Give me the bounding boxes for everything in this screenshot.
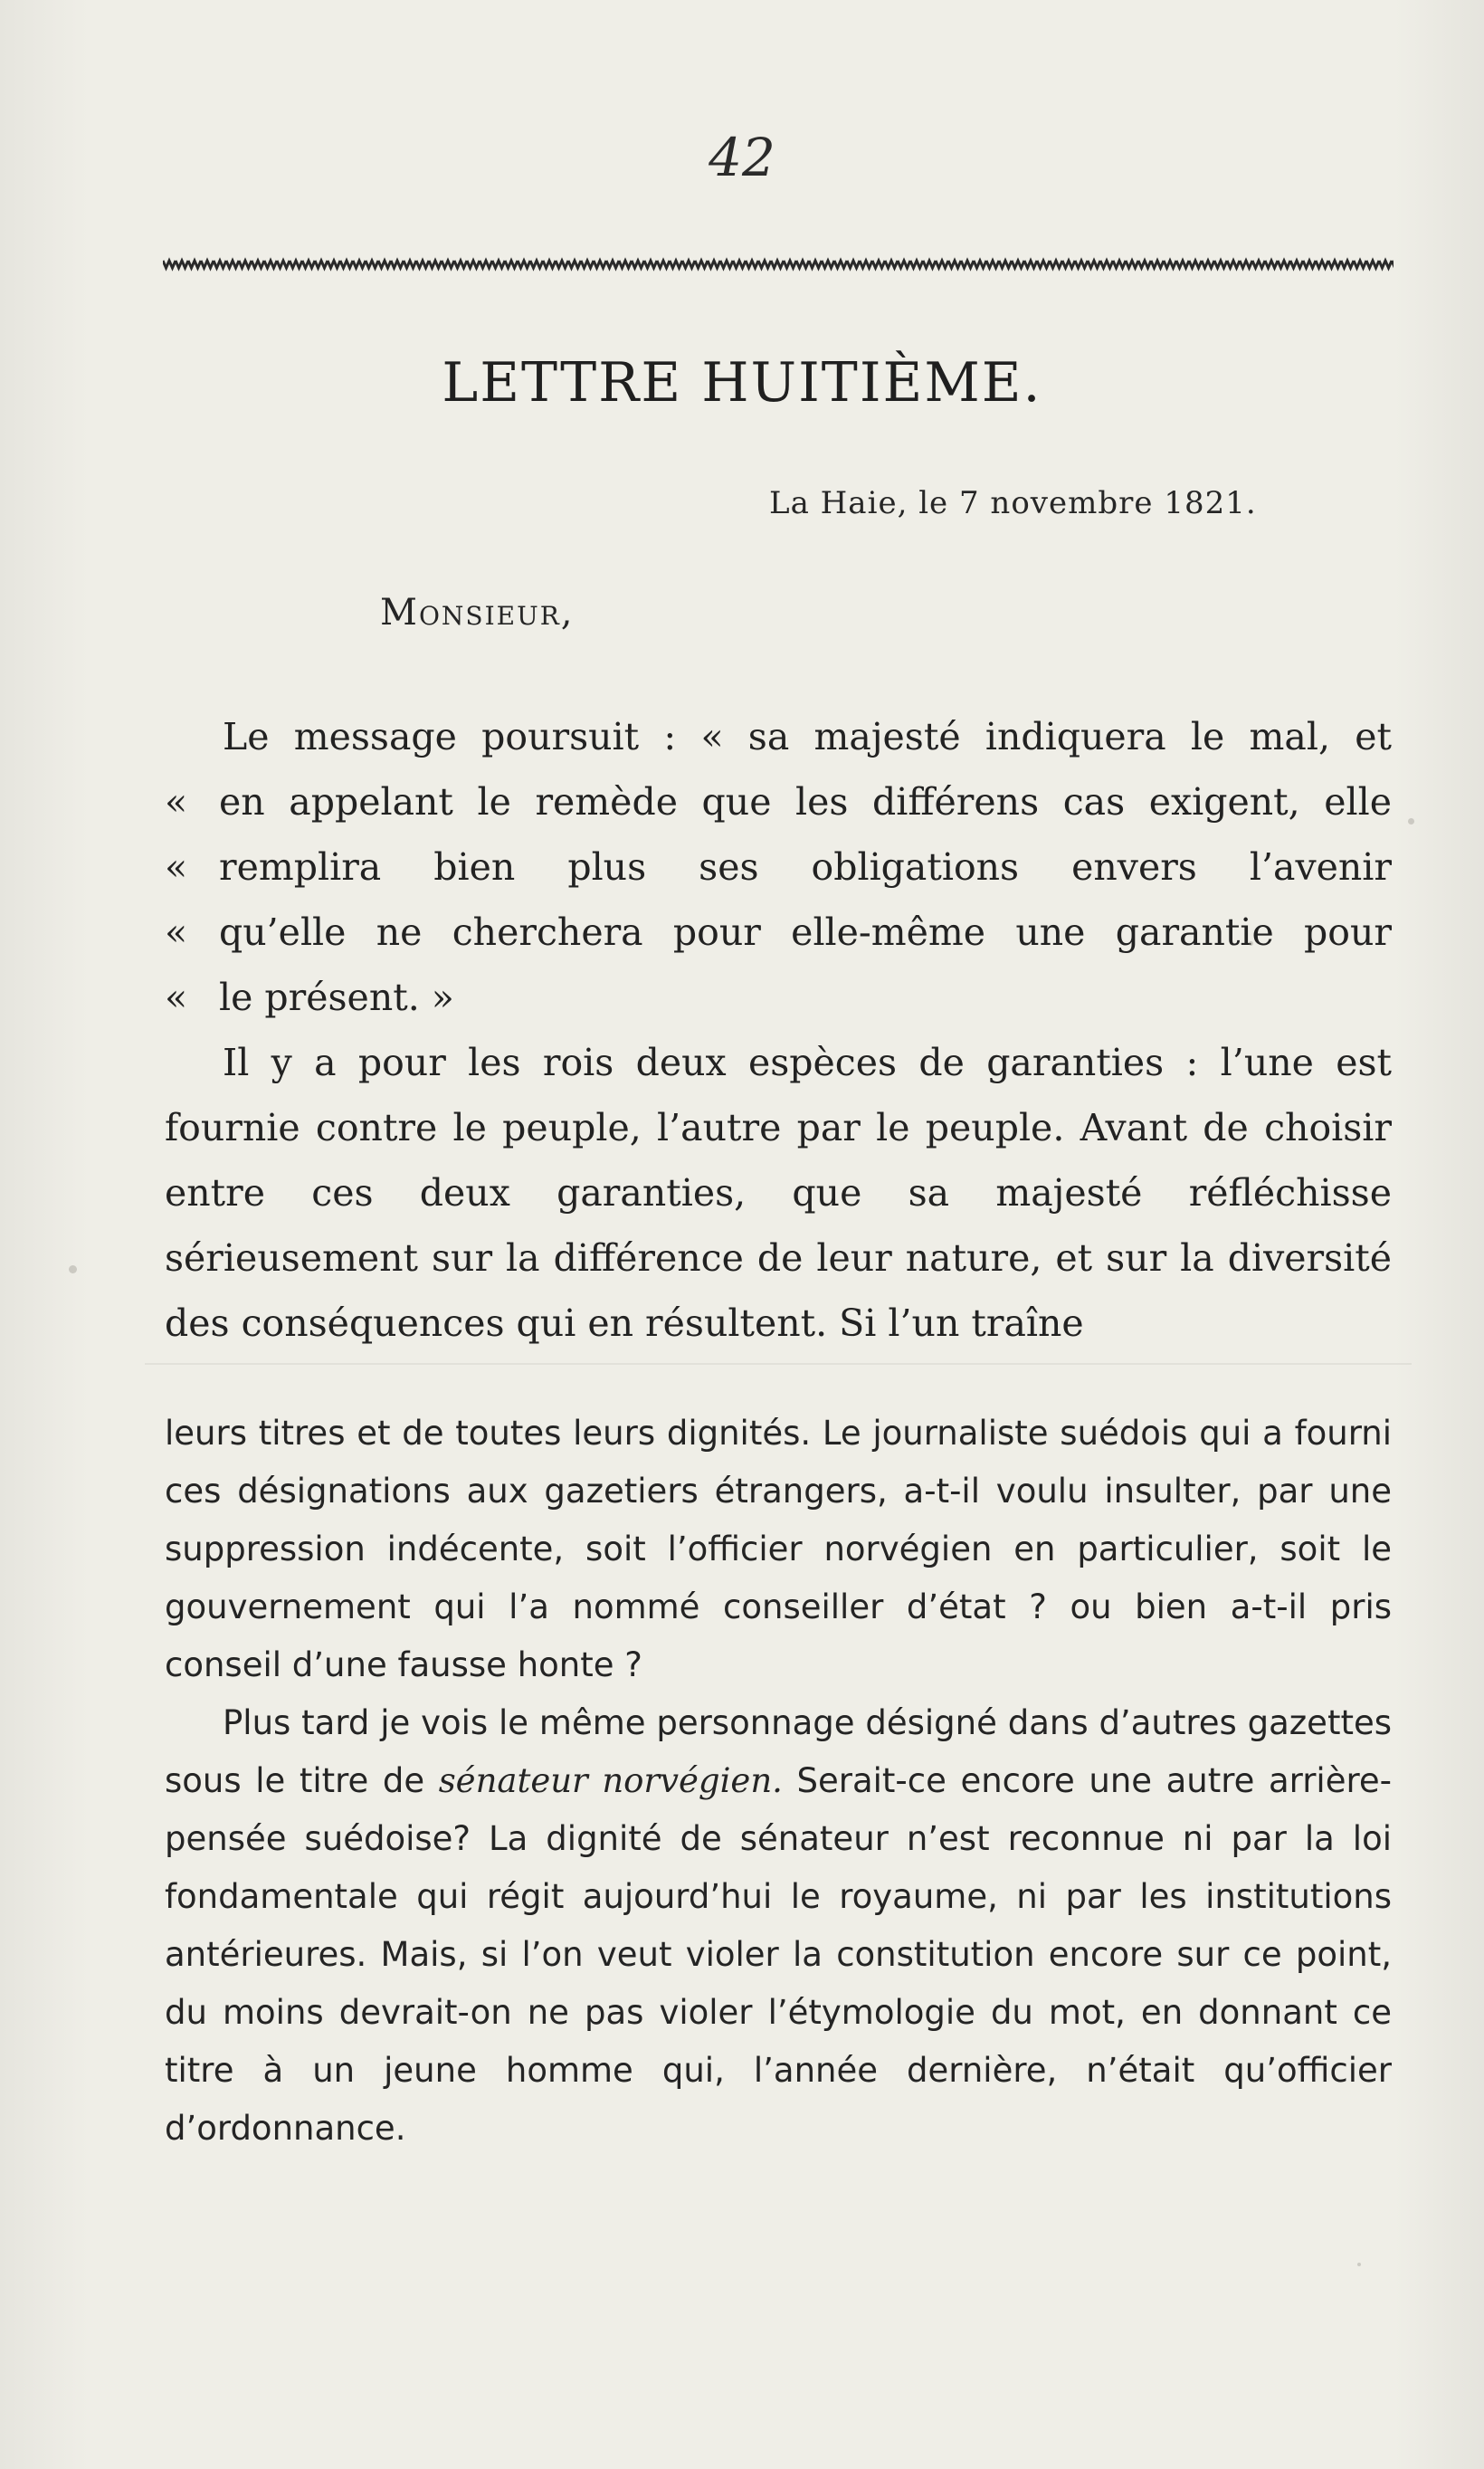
quote-line-text: qu’elle ne cherchera pour elle-même une garantie pour <box>219 910 1392 954</box>
paragraph-senateur-start: Plus tard je vois le même personnage désigné dans d’autres gazettes sous le titre de <box>165 1703 1392 1800</box>
paste-seam <box>145 1363 1412 1365</box>
quote-line <box>165 834 1392 900</box>
quote-paragraph <box>165 704 1392 1030</box>
paper-speck <box>1249 941 1253 946</box>
paper-speck <box>1408 818 1414 825</box>
quote-line-text: remplira bien plus ses obligations envers l’avenir <box>219 845 1392 889</box>
salutation: Monsieur, <box>380 592 575 634</box>
quote-line-text: en appelant le remède que les différens cas exigent, elle <box>219 780 1392 824</box>
paper-speck <box>69 1265 77 1273</box>
paragraph-titres: leurs titres et de toutes leurs dignités. Le journaliste suédois qui a fourni ces désignations aux gazetiers étrangers, a-t-il voulu insulter, par une suppression indécente, soit l’officier norvégien en particulier, soit le gouvernement qui l’a nommé conseiller d’état ? ou bien a-t-il pris conseil d’une fausse honte ? <box>165 1414 1392 1684</box>
guillemet-mark: « <box>165 780 188 824</box>
section-title: LETTRE HUITIÈME. <box>442 351 1042 415</box>
paragraph-garanties: Il y a pour les rois deux espèces de garanties : l’une est fournie contre le peuple, l’autre par le peuple. Avant de choisir entre ces deux garanties, que sa majesté réfléchisse sérieusement sur la différence de leur nature, et sur la diversité des conséquences qui en résultent. Si l’un traîne <box>165 1041 1392 1345</box>
upper-text-block <box>165 704 1392 1356</box>
quote-line <box>165 965 1392 1030</box>
quote-line <box>165 900 1392 965</box>
ornamental-rule <box>163 255 1394 273</box>
dateline: La Haie, le 7 novembre 1821. <box>769 485 1257 521</box>
guillemet-mark: « <box>165 845 188 889</box>
quote-line: Le message poursuit : « sa majesté indiquera le mal, et <box>223 715 1392 758</box>
quote-line-text: le présent. » <box>219 976 454 1019</box>
lower-text-block <box>165 1405 1392 2158</box>
guillemet-mark: « <box>165 910 188 954</box>
page-number: 42 <box>709 127 775 188</box>
guillemet-mark: « <box>165 976 188 1019</box>
paragraph-senateur-end: Serait-ce encore une autre arrière-pensée suédoise? La dignité de sénateur n’est reconnue ni par la loi fondamentale qui régit aujourd’hui le royaume, ni par les institutions antérieures. Mais, si l’on veut violer la constitution encore sur ce point, du moins devrait-on ne pas violer l’étymologie du mot, en donnant ce titre à un jeune homme qui, l’année dernière, n’était qu’officier d’ordonnance. <box>165 1761 1392 2148</box>
italic-title: sénateur norvégien. <box>438 1761 783 1800</box>
quote-line <box>165 769 1392 834</box>
paper-speck <box>1357 2263 1361 2266</box>
paragraph-senateur <box>165 1694 1392 2158</box>
